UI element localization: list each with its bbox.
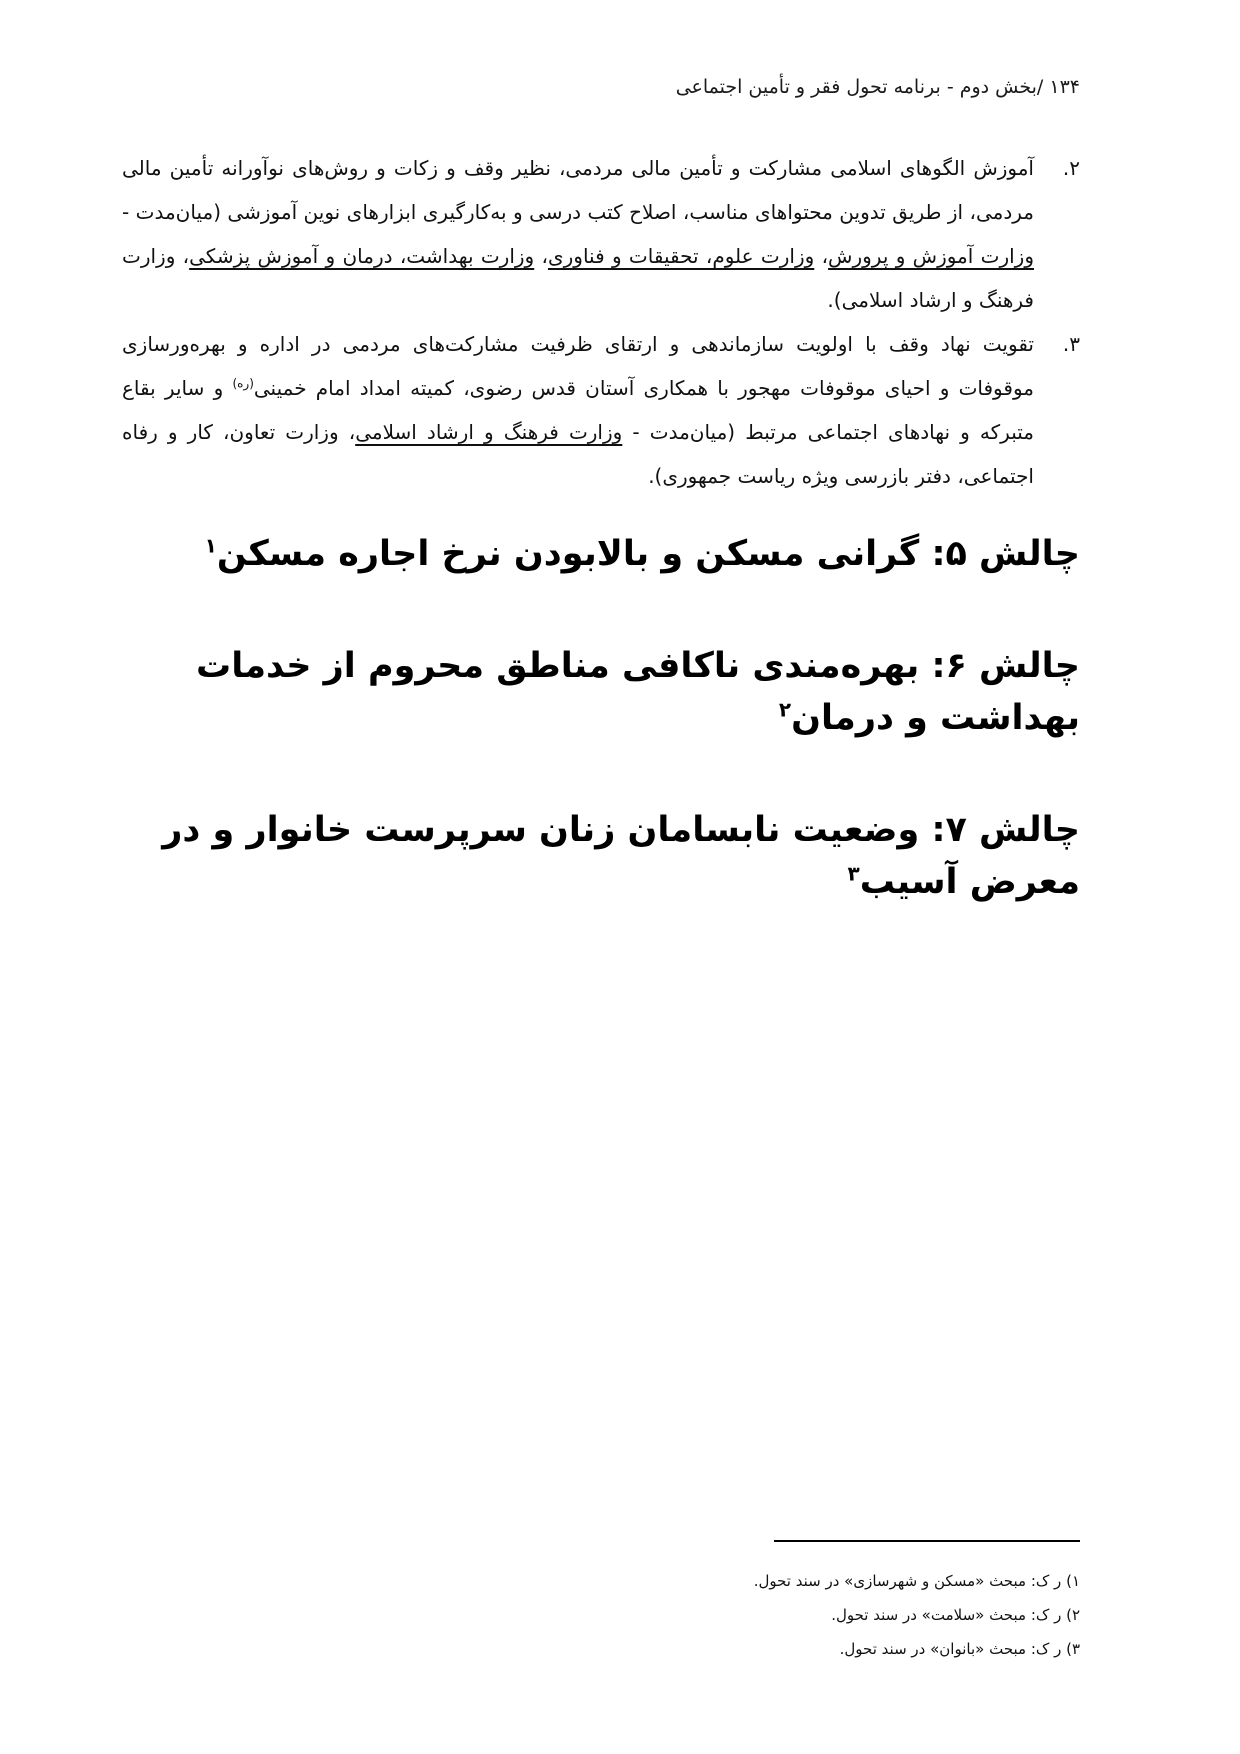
numbered-list (122, 146, 1080, 498)
footnote-ref: ۲ (778, 697, 792, 722)
footnote-1: ۱) ر ک: مبحث «مسکن و شهرسازی» در سند تحول. (753, 1572, 1080, 1590)
text-segment: ، وزارت فرهنگ و ارشاد اسلامی). (122, 244, 1034, 312)
challenge-heading-7 (122, 804, 1080, 908)
challenge-headings (122, 528, 1080, 968)
challenge-heading-5 (122, 528, 1080, 580)
running-header: ۱۳۴ /بخش دوم - برنامه تحول فقر و تأمین اجتماعی (675, 76, 1080, 98)
challenge-title: چالش ۶: بهره‌مندی ناکافی مناطق محروم از خدمات بهداشت و درمان (196, 646, 1080, 738)
underlined-agency: وزارت آموزش و پرورش (828, 244, 1034, 268)
text-segment: آموزش الگوهای اسلامی مشارکت و تأمین مالی مردمی، نظیر وقف و زکات و روش‌های نوآورانه تأمین مالی مردمی، از طریق تدوین محتواهای مناسب، اصلاح کتب درسی و به‌کارگیری ابزارهای نوین آموزشی (میان‌مدت - (122, 156, 1034, 224)
footnote-ref: ۳ (847, 861, 860, 886)
list-item-text (122, 156, 1034, 312)
footnote-ref: ۱ (204, 533, 217, 558)
text-segment: و سایر بقاع متبرکه و نهادهای اجتماعی مرتبط (میان‌مدت - (122, 376, 1034, 444)
footnote-2: ۲) ر ک: مبحث «سلامت» در سند تحول. (831, 1606, 1080, 1624)
footnote-3: ۳) ر ک: مبحث «بانوان» در سند تحول. (839, 1640, 1080, 1658)
text-segment: تقویت نهاد وقف با اولویت سازماندهی و ارتقای ظرفیت مشارکت‌های مردمی در اداره و بهره‌ورسازی موقوفات و احیای موقوفات مهجور با همکاری آستان قدس رضوی، کمیته امداد امام خمینی (122, 332, 1034, 400)
list-item-number: ۳. (1062, 332, 1080, 356)
challenge-title: چالش ۵: گرانی مسکن و بالابودن نرخ اجاره مسکن (216, 534, 1080, 574)
underlined-agency: وزارت بهداشت، درمان و آموزش پزشکی (189, 244, 535, 268)
list-item-number: ۲. (1062, 156, 1080, 180)
challenge-title: چالش ۷: وضعیت نابسامان زنان سرپرست خانوار و در معرض آسیب (162, 810, 1080, 902)
list-item (122, 322, 1080, 498)
footnotes (680, 1564, 1080, 1666)
honorific-superscript: (ره) (232, 376, 254, 391)
list-item (122, 146, 1080, 322)
text-segment: ، (534, 244, 548, 268)
text-segment: ، وزارت تعاون، کار و رفاه اجتماعی، دفتر بازرسی ویژه ریاست جمهوری). (122, 420, 1034, 488)
challenge-heading-6 (122, 640, 1080, 744)
underlined-agency: وزارت فرهنگ و ارشاد اسلامی (355, 420, 623, 444)
text-segment: ، (814, 244, 829, 268)
footnote-divider (774, 1540, 1080, 1542)
underlined-agency: وزارت علوم، تحقیقات و فناوری (547, 244, 815, 268)
list-item-text (122, 332, 1034, 488)
